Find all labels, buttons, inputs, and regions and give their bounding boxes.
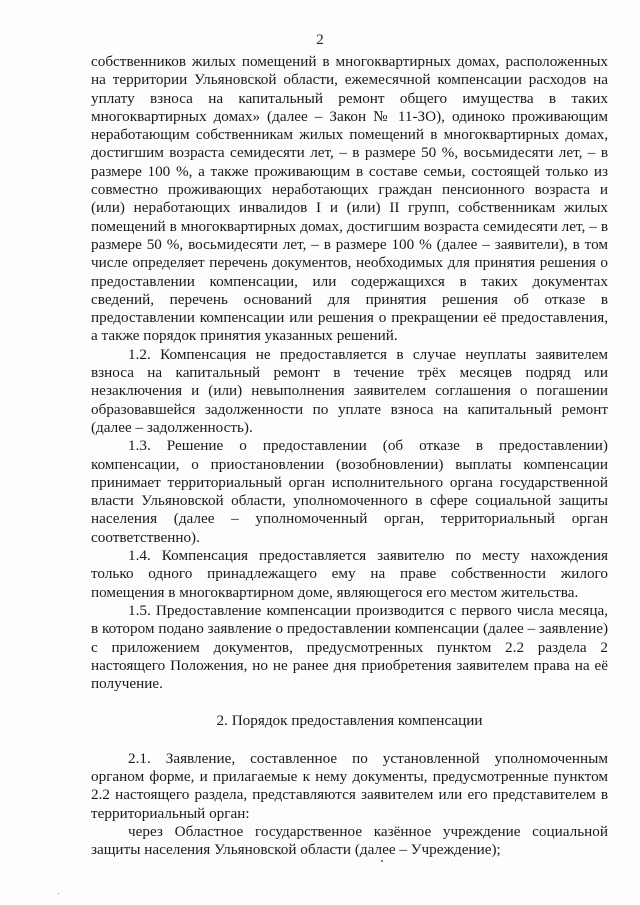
paragraph-1-3: 1.3. Решение о предоставлении (об отказе в предоставлении) компенсации, о приостановлении (возобновлении) выплаты компенсации принимает территориальный орган исполнительного органа государственной власти Ульяновской области, уполномоченного в сфере социальной защиты населения (далее – уполномоченный орган, территориальный орган соответственно).	[91, 437, 608, 546]
paragraph-1-2: 1.2. Компенсация не предоставляется в случае неуплаты заявителем взноса на капитальный ремонт в течение трёх месяцев подряд или незаключения и (или) невыполнения заявителем соглашения о погашении образовавшейся задолженности по уплате взноса на капитальный ремонт (далее – задолженность).	[91, 345, 608, 436]
paragraph-2-1: 2.1. Заявление, составленное по установленной уполномоченным органом форме, и прилагаемые к нему документы, предусмотренные пунктом 2.2 настоящего раздела, представляются заявителем или его представителем в территориальный орган:	[91, 749, 608, 822]
paragraph-2-1-channel: через Областное государственное казённое учреждение социальной защиты населения Ульяновской области (далее – Учреждение);	[91, 822, 608, 859]
section-heading-2: 2. Порядок предоставления компенсации	[216, 712, 483, 730]
page-number: 2	[316, 32, 324, 48]
scan-speck	[381, 860, 383, 862]
paragraph-intro-continuation: собственников жилых помещений в многоквартирных домах, расположенных на территории Ульяновской области, ежемесячной компенсации расходов на уплату взноса на капитальный ремонт общего имущества в таких многоквартирных домах» (далее – Закон № 11-ЗО), одиноко проживающим неработающим собственникам жилых помещений в многоквартирных домах, достигшим возраста семидесяти лет, – в размере 50 %, восьмидесяти лет, – в размере 100 %, а также проживающим в составе семьи, состоящей только из совместно проживающих неработающих граждан пенсионного возраста и (или) неработающих инвалидов I и (или) II групп, собственникам жилых помещений в многоквартирных домах, достигшим возраста семидесяти лет, – в размере 50 %, восьмидесяти лет, – в размере 100 % (далее – заявители), в том числе определяет перечень документов, необходимых для принятия решения о предоставлении компенсации, или содержащихся в таких документах сведений, перечень оснований для принятия решения об отказе в предоставлении компенсации или решения о прекращении её предоставления, а также порядок принятия указанных решений.	[91, 53, 608, 345]
document-body	[91, 53, 608, 859]
paragraph-1-4: 1.4. Компенсация предоставляется заявителю по месту нахождения только одного принадлежащего ему на праве собственности жилого помещения в многоквартирном доме, являющегося его местом жительства.	[91, 547, 608, 601]
paragraph-1-5: 1.5. Предоставление компенсации производится с первого числа месяца, в котором подано заявление о предоставлении компенсации (далее – заявление) с приложением документов, предусмотренных пунктом 2.2 раздела 2 настоящего Положения, но не ранее дня приобретения заявителем права на её получение.	[91, 601, 608, 693]
scan-speck	[58, 893, 59, 894]
